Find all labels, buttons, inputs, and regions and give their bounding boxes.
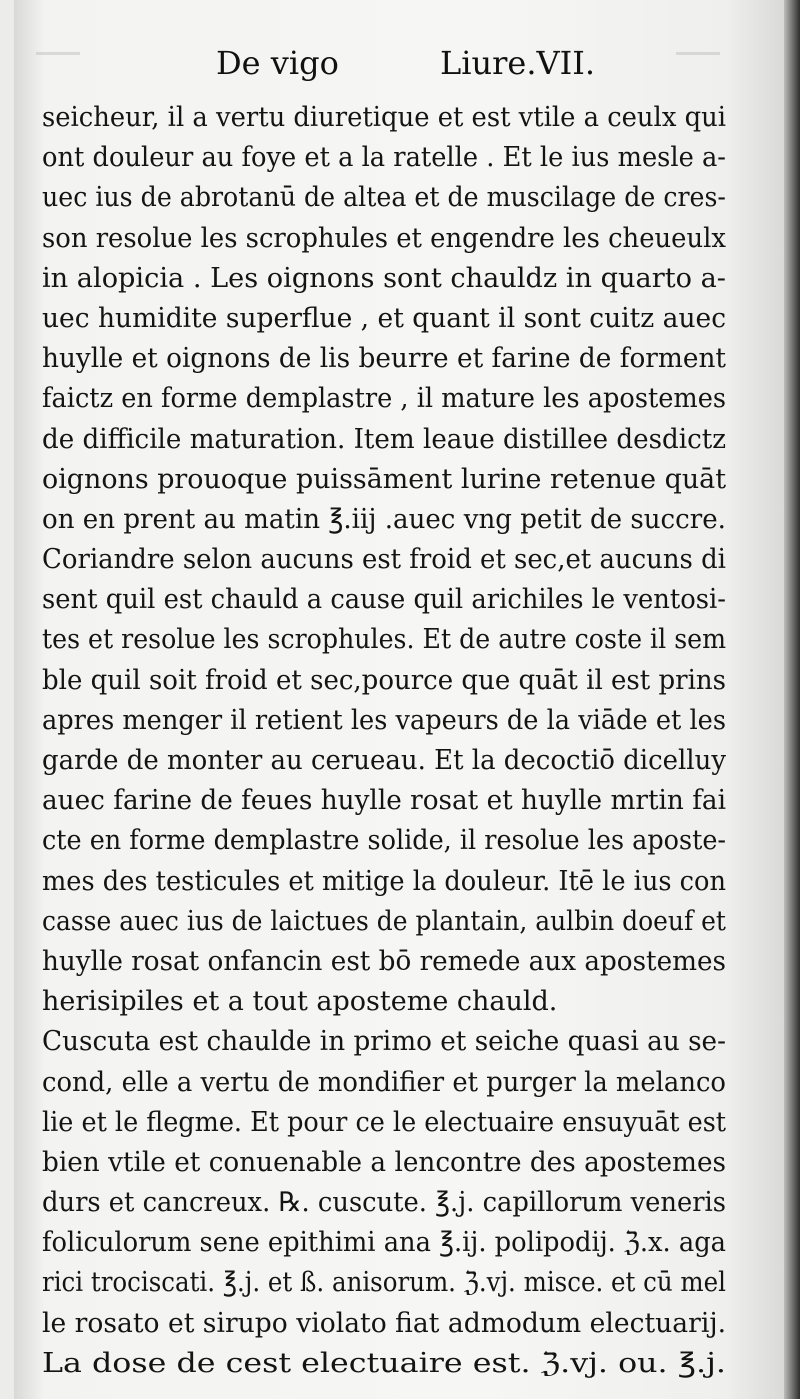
text-line: foliculorum sene epithimi ana ℥.ij. polipodij. ℨ.x. aga [42,1227,726,1259]
text-line: uec humidite superflue , et quant il sont cuitz auec [42,302,726,334]
text-line: durs et cancreux. ℞. cuscute. ℥.j. capillorum veneris [42,1187,726,1219]
text-body [42,98,726,1384]
text-line: casse auec ius de laictues de plantain, aulbin doeuf et [42,905,726,937]
text-line: faictz en forme demplastre , il mature les apostemes [42,383,726,415]
text-line: Cuscuta est chaulde in primo et seiche quasi au se- [42,1026,726,1058]
text-line: son resolue les scrophules et engendre les cheueulx [42,222,726,254]
text-line: uec ius de abrotanū de altea et de muscilage de cres- [42,182,726,214]
text-line: oignons prouoque puissāment lurine retenue quāt [42,463,726,495]
text-line: auec farine de feues huylle rosat et huylle mrtin fai [42,785,726,817]
text-line: huylle et oignons de lis beurre et farine de forment [42,343,726,375]
text-line: ont douleur au foye et a la ratelle . Et le ius mesle a- [42,142,726,174]
text-line: herisipiles et a tout aposteme chauld. [42,986,558,1018]
text-line: cte en forme demplastre solide, il resolue les aposte- [42,825,726,857]
text-line: tes et resolue les scrophules. Et de autre coste il sem [42,624,726,656]
header-title: De vigo [216,44,339,82]
header-book-number: Liure.VII. [440,44,596,82]
text-line: lie et le flegme. Et pour ce le electuaire ensuyuāt est [42,1106,726,1138]
running-header [0,44,800,96]
text-line: Coriandre selon aucuns est froid et sec,et aucuns di [42,544,726,576]
text-line: de difficile maturation. Item leaue distillee desdictz [42,423,726,455]
text-line: seicheur, il a vertu diuretique et est vtile a ceulx qui [42,102,726,133]
page-edge-shadow [784,0,800,1399]
text-line: ble quil soit froid et sec,pource que quāt il est prins [42,664,726,696]
text-line: sent quil est chauld a cause quil arichiles le ventosi- [42,584,726,616]
text-line: le rosato et sirupo violato fiat admodum electuarij. [42,1307,726,1339]
text-line: on en prent au matin ℥.iij .auec vng petit de succre. [42,503,726,535]
text-line: cond, elle a vertu de mondifier et purger la melanco [42,1066,726,1098]
text-line: huylle rosat onfancin est bō remede aux apostemes [42,945,726,977]
text-line: bien vtile et conuenable a lencontre des apostemes [42,1146,726,1178]
text-line: apres menger il retient les vapeurs de la viāde et les [42,704,726,736]
text-line: rici trociscati. ℥.j. et ß. anisorum. ℨ.vj. misce. et cū mel [42,1267,726,1299]
text-line: garde de monter au cerueau. Et la decoctiō dicelluy [42,745,726,776]
text-line: mes des testicules et mitige la douleur. Itē le ius con [42,865,726,897]
text-line: in alopicia . Les oignons sont chauldz in quarto a- [42,262,726,294]
text-line: La dose de cest electuaire est. ℨ.vj. ou. ℥.j. [42,1347,726,1379]
